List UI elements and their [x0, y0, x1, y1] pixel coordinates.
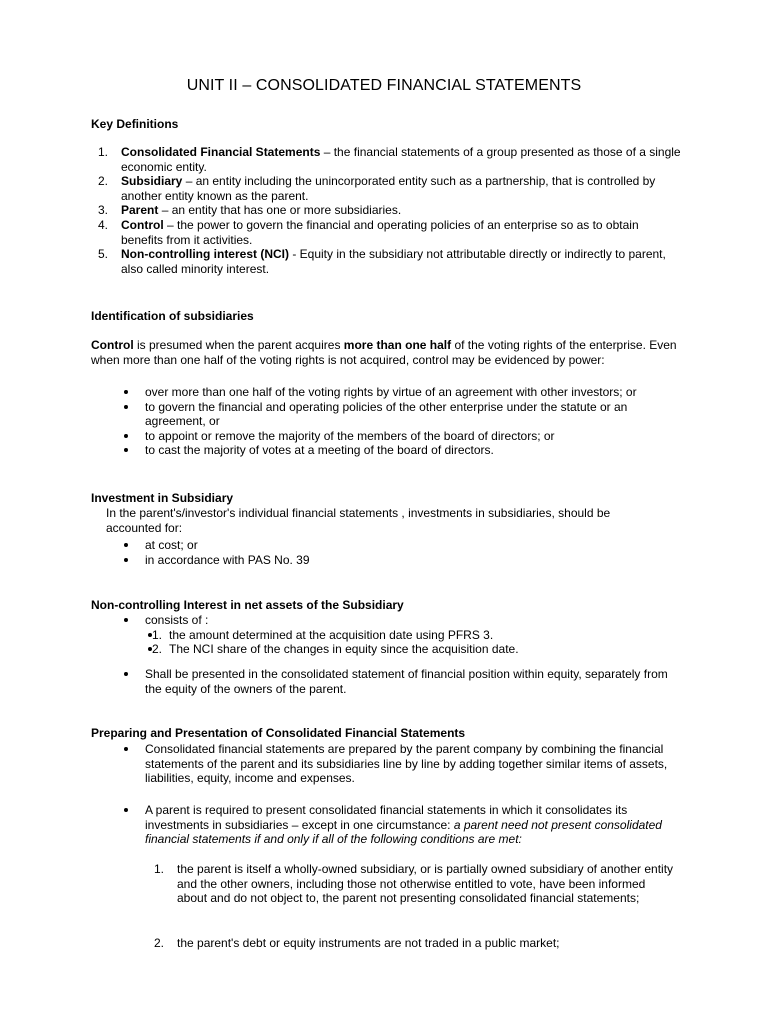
- definition-text: – an entity that has one or more subsidiaries.: [158, 203, 402, 218]
- item-number: 4.: [98, 217, 109, 232]
- sub-item-text: The NCI share of the changes in equity since the acquisition date.: [169, 642, 519, 657]
- bullet-item: [121, 613, 681, 657]
- definition-item: [91, 218, 681, 247]
- definition-text: – an entity including the unincorporated entity such as a partnership, that is controlled by another entity known as the parent.: [121, 174, 656, 203]
- item-number: 2.: [154, 936, 165, 950]
- bullet-item: over more than one half of the voting rights by virtue of an agreement with other investors; or: [121, 385, 669, 400]
- investment-text: In the parent's/investor's individual financial statements , investments in subsidiaries, should be accounted for:: [106, 506, 611, 535]
- definition-term: Consolidated Financial Statements: [121, 145, 321, 159]
- paragraph-text: is presumed when the parent acquires: [133, 338, 344, 352]
- identification-paragraph: [91, 338, 681, 367]
- bullet-item: Shall be presented in the consolidated statement of financial position within equity, separately from the equity of the owners of the parent.: [121, 667, 681, 696]
- nci-bullet-list: [121, 613, 681, 657]
- item-number: 2.: [98, 174, 109, 189]
- nci-heading: Non-controlling Interest in net assets of the Subsidiary: [91, 598, 404, 612]
- condition-text: the parent's debt or equity instruments are not traded in a public market;: [177, 936, 560, 950]
- bullet-item: to govern the financial and operating policies of the other enterprise under the statute or an agreement, or: [121, 400, 669, 429]
- item-number: 1.: [98, 145, 109, 159]
- bullet-item: to appoint or remove the majority of the members of the board of directors; or: [121, 429, 669, 444]
- bullet-italic-text: a parent need not present consolidated financial statements if and only if all of the following conditions are met:: [145, 817, 662, 847]
- preparing-heading: Preparing and Presentation of Consolidated Financial Statements: [91, 726, 466, 740]
- definition-item: [91, 203, 681, 218]
- paragraph-bold: more than one half: [343, 338, 452, 352]
- bullet-text: consists of :: [145, 613, 209, 627]
- definition-term: Subsidiary: [121, 174, 183, 189]
- control-term: Control: [91, 338, 134, 352]
- key-definitions-heading: Key Definitions: [91, 117, 179, 131]
- investment-bullet-list: [121, 538, 669, 567]
- definition-text: – the financial statements of a group presented as those of a single economic entity.: [121, 145, 681, 174]
- preparing-bullet-2: [121, 803, 681, 847]
- definition-text: - Equity in the subsidiary not attributable directly or indirectly to parent, also called minority interest.: [121, 247, 666, 276]
- definition-text: – the power to govern the financial and operating policies of an enterprise so as to obtain benefits from it activities.: [121, 217, 639, 247]
- definition-term: Non-controlling interest (NCI): [121, 247, 289, 262]
- definition-item: [91, 174, 681, 203]
- bullet-item: [121, 803, 681, 847]
- bullet-item: at cost; or: [121, 538, 669, 553]
- item-number: 1.: [154, 862, 165, 876]
- page-title: UNIT II – CONSOLIDATED FINANCIAL STATEMENTS: [186, 77, 582, 94]
- condition-2: [147, 936, 677, 951]
- definition-term: Control: [121, 217, 164, 232]
- bullet-text: A parent is required to present consolidated financial statements in which it consolidates its investments in subsidiaries – except in one circumstance:: [145, 803, 628, 832]
- item-number: 1.: [152, 627, 163, 642]
- key-definitions-list: [91, 145, 681, 276]
- condition-text: the parent is itself a wholly-owned subsidiary, or is partially owned subsidiary of another entity and the other owners, including those not otherwise entitled to vote, have been informed about and do not object to, the parent not presenting consolidated financial statements;: [177, 862, 674, 906]
- identification-heading: Identification of subsidiaries: [91, 309, 254, 323]
- investment-heading: Investment in Subsidiary: [91, 491, 234, 505]
- item-number: 5.: [98, 247, 109, 262]
- sub-item-text: the amount determined at the acquisition date using PFRS 3.: [169, 627, 494, 642]
- bullet-item: Consolidated financial statements are prepared by the parent company by combining the financial statements of the parent and its subsidiaries line by line by adding together similar items of assets, liabilities, equity, income and expenses.: [121, 742, 681, 786]
- definition-item: [91, 247, 681, 276]
- bullet-item: in accordance with PAS No. 39: [121, 553, 669, 568]
- paragraph-text: of the voting rights of the enterprise. Even when more than one half of the voting rights is not acquired, control may be evidenced by power:: [91, 338, 677, 367]
- item-number: 3.: [98, 203, 109, 218]
- definition-item: [91, 145, 681, 174]
- sub-item: [145, 628, 681, 643]
- condition-item: [147, 862, 677, 906]
- condition-item: [147, 936, 677, 951]
- sub-item: [145, 642, 681, 657]
- preparing-bullet-1: [121, 742, 681, 786]
- nci-bullet-list-2: [121, 667, 681, 696]
- bullet-item: to cast the majority of votes at a meeting of the board of directors.: [121, 443, 669, 458]
- condition-1: [147, 862, 677, 906]
- power-bullet-list: [121, 385, 669, 458]
- item-number: 2.: [152, 642, 163, 657]
- definition-term: Parent: [121, 203, 159, 218]
